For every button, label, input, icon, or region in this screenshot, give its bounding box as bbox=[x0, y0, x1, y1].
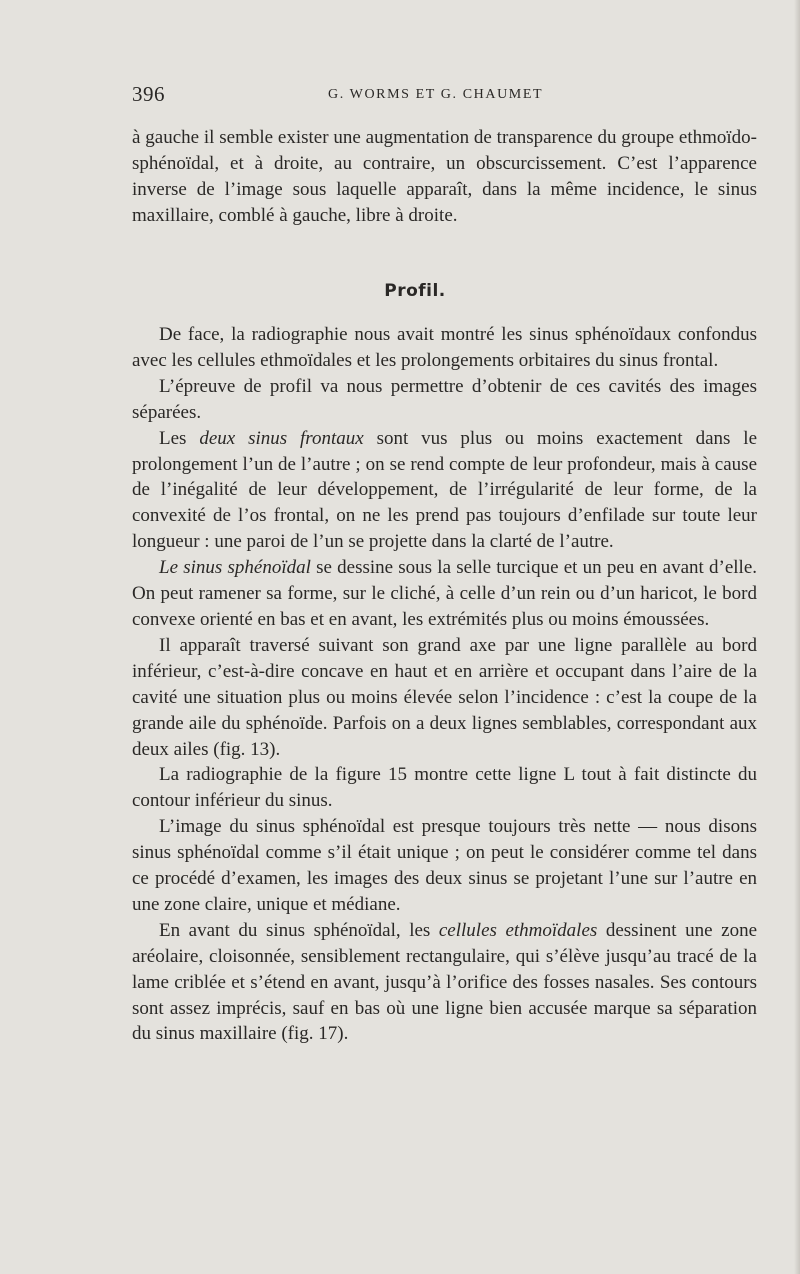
paragraph-4-term: Le sinus sphénoïdal bbox=[159, 557, 311, 579]
page-header bbox=[132, 82, 757, 112]
paragraph-2: L’épreuve de profil va nous permettre d’obtenir de ces cavités des images séparées. bbox=[132, 375, 757, 423]
paragraph-5: Il apparaît traversé suivant son grand axe par une ligne parallèle au bord inférieur, c’est-à-dire concave en haut et en arrière et occupant dans l’aire de la cavité une situation plus ou moins élevée selon l’incidence : c’est la coupe de la grande aile du sphénoïde. Parfois on a deux lignes semblables, correspondant aux deux ailes (fig. 13). bbox=[132, 634, 757, 760]
running-head: G. WORMS ET G. CHAUMET bbox=[328, 87, 544, 102]
page-edge-shadow bbox=[794, 0, 800, 1274]
paragraph-3-term: deux sinus frontaux bbox=[199, 427, 364, 449]
paragraph-8-lead: En avant du sinus sphénoïdal, les bbox=[159, 919, 439, 941]
paragraph-3 bbox=[132, 426, 757, 556]
section-title: Profil. bbox=[384, 281, 446, 301]
paragraph-8-term: cellules ethmoïdales bbox=[438, 919, 598, 941]
paragraph-8-rest: dessinent une zone aréolaire, cloisonnée, sensiblement rectangulaire, qui s’élève jusqu’au tracé de la lame criblée et s’étend en avant, jusqu’à l’orifice des fosses nasales. Ses contours sont assez imprécis, sauf en bas où une ligne bien accusée marque sa séparation du sinus maxillaire (fig. 17). bbox=[132, 919, 757, 1045]
intro-text-block bbox=[132, 125, 757, 229]
section-body bbox=[132, 322, 757, 1047]
paragraph-3-rest: sont vus plus ou moins exactement dans le prolongement l’un de l’autre ; on se rend compte de leur profondeur, mais à cause de l’inégalité de leur développement, de l’irrégularité de leur forme, de la convexité de l’os frontal, on ne les prend pas toujours d’enfilade sur toute leur longueur : une paroi de l’un se projette dans la clarté de l’autre. bbox=[132, 427, 758, 553]
paragraph-7: L’image du sinus sphénoïdal est presque toujours très nette — nous disons sinus sphénoïdal comme s’il était unique ; on peut le considérer comme tel dans ce procédé d’examen, les images des deux sinus se projetant l’une sur l’autre en une zone claire, unique et médiane. bbox=[132, 816, 757, 915]
paragraph-6: La radiographie de la figure 15 montre cette ligne L tout à fait distincte du contour inférieur du sinus. bbox=[132, 764, 757, 812]
paragraph-4 bbox=[132, 555, 757, 633]
page-number: 396 bbox=[132, 82, 165, 106]
intro-paragraph: à gauche il semble exister une augmentation de transparence du groupe ethmoïdo-sphénoïdal, et à droite, au contraire, un obscurcissement. C’est l’apparence inverse de l’image sous laquelle apparaît, dans la même incidence, le sinus maxillaire, comblé à gauche, libre à droite. bbox=[132, 127, 757, 226]
paragraph-8 bbox=[132, 918, 757, 1048]
paragraph-3-lead: Les bbox=[159, 427, 200, 449]
paragraph-4-rest: se dessine sous la selle turcique et un peu en avant d’elle. On peut ramener sa forme, sur le cliché, à celle d’un rein ou d’un haricot, le bord convexe orienté en bas et en avant, les extrémités plus ou moins émoussées. bbox=[132, 557, 758, 630]
paragraph-1: De face, la radiographie nous avait montré les sinus sphénoïdaux confondus avec les cellules ethmoïdales et les prolongements orbitaires du sinus frontal. bbox=[132, 324, 757, 371]
